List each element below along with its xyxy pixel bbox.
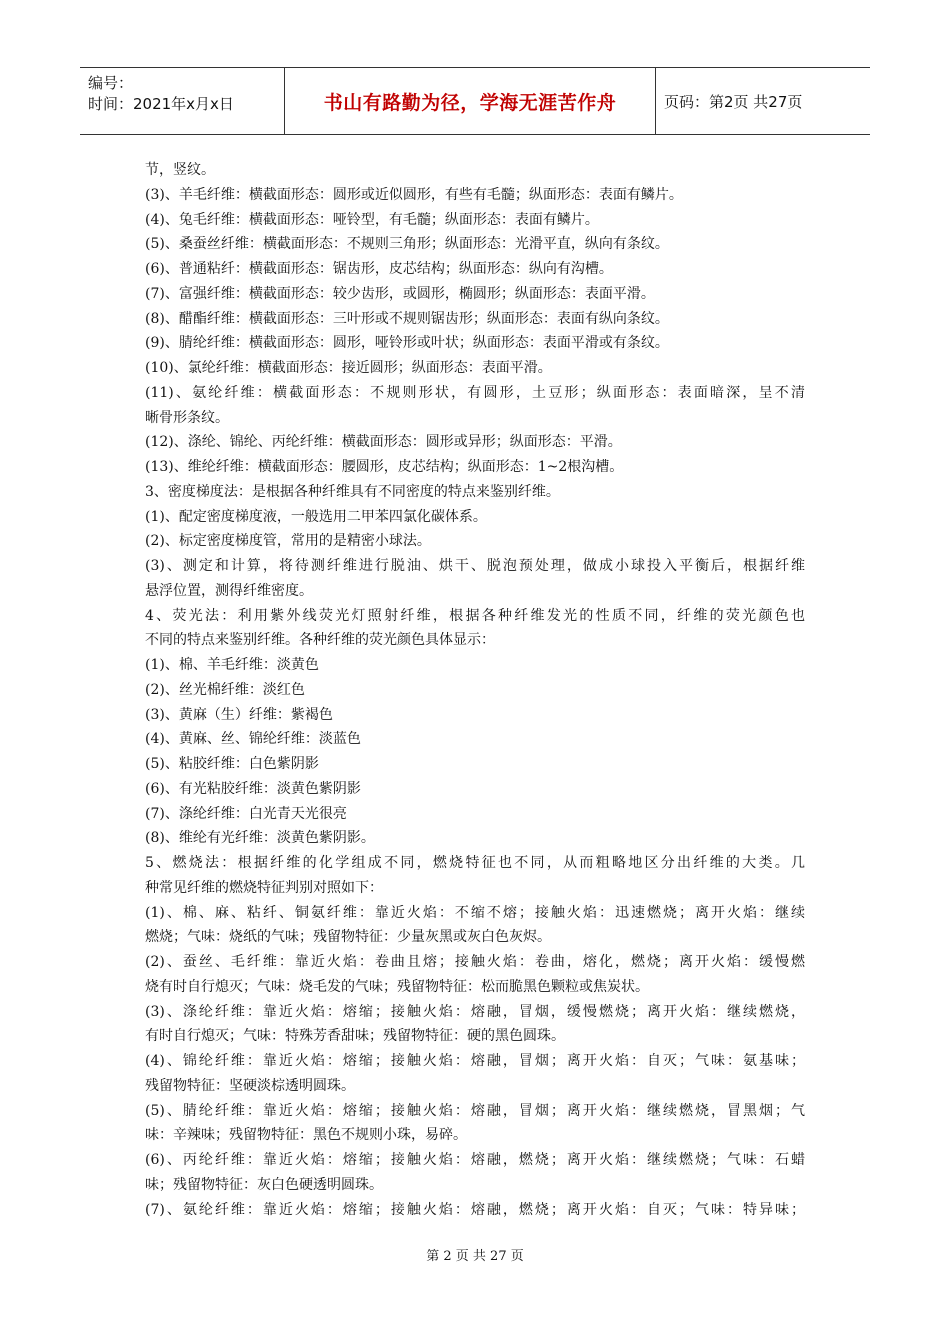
text-line: 4、荧光法：利用紫外线荧光灯照射纤维，根据各种纤维发光的性质不同，纤维的荧光颜色也 [145, 607, 805, 624]
text-line: (1)、棉、麻、粘纤、铜氨纤维：靠近火焰：不缩不熔；接触火焰：迅速燃烧；离开火焰：继续 [145, 904, 805, 921]
text-line: (7)、富强纤维：横截面形态：较少齿形，或圆形，椭圆形；纵面形态：表面平滑。 [145, 285, 655, 302]
text-line: (6)、普通粘纤：横截面形态：锯齿形，皮芯结构；纵面形态：纵向有沟槽。 [145, 261, 613, 277]
text-line: 烧有时自行熄灭；气味：烧毛发的气味；残留物特征：松而脆黑色颗粒或焦炭状。 [145, 978, 649, 995]
text-line: (8)、醋酯纤维：横截面形态：三叶形或不规则锯齿形；纵面形态：表面有纵向条纹。 [145, 310, 669, 327]
text-line: (5)、粘胶纤维：白色紫阴影 [145, 756, 319, 772]
header-motto: 书山有路勤为径，学海无涯苦作舟 [284, 68, 656, 134]
text-line: (10)、氯纶纤维：横截面形态：接近圆形；纵面形态：表面平滑。 [145, 360, 552, 376]
text-line: (1)、棉、羊毛纤维：淡黄色 [145, 657, 319, 673]
text-line: (13)、维纶纤维：横截面形态：腰圆形，皮芯结构；纵面形态：1~2根沟槽。 [145, 459, 624, 475]
text-line: (5)、腈纶纤维：靠近火焰：熔缩；接触火焰：熔融，冒烟；离开火焰：继续燃烧，冒黑烟；气 [145, 1102, 805, 1119]
text-line: 不同的特点来鉴别纤维。各种纤维的荧光颜色具体显示： [145, 632, 495, 649]
text-line: (2)、蚕丝、毛纤维：靠近火焰：卷曲且熔；接触火焰：卷曲，熔化，燃烧；离开火焰：缓慢燃 [145, 954, 805, 970]
text-line: (3)、测定和计算，将待测纤维进行脱油、烘干、脱泡预处理，做成小球投入平衡后，根据纤维 [145, 558, 805, 574]
text-line: (6)、有光粘胶纤维：淡黄色紫阴影 [145, 780, 361, 797]
page-footer: 第 2 页 共 27 页 [426, 1249, 524, 1264]
text-line: (7)、涤纶纤维：白光青天光很亮 [145, 805, 347, 822]
text-line: (8)、维纶有光纤维：淡黄色紫阴影。 [145, 830, 375, 847]
text-line: 有时自行熄灭；气味：特殊芳香甜味；残留物特征：硬的黑色圆珠。 [145, 1028, 565, 1045]
text-line: (7)、氨纶纤维：靠近火焰：熔缩；接触火焰：熔融，燃烧；离开火焰：自灭；气味：特异味； [145, 1201, 805, 1218]
document-date: 时间：2021年x月x日 [88, 95, 234, 113]
header-meta [80, 68, 284, 134]
text-line: 残留物特征：坚硬淡棕透明圆珠。 [145, 1077, 355, 1094]
text-line: 3、密度梯度法：是根据各种纤维具有不同密度的特点来鉴别纤维。 [145, 483, 560, 500]
text-line: (4)、锦纶纤维：靠近火焰：熔缩；接触火焰：熔融，冒烟；离开火焰：自灭；气味：氨基味； [145, 1053, 805, 1069]
text-line: (6)、丙纶纤维：靠近火焰：熔缩；接触火焰：熔融，燃烧；离开火焰：继续燃烧；气味：石蜡 [145, 1152, 805, 1168]
text-line: (3)、羊毛纤维：横截面形态：圆形或近似圆形，有些有毛髓；纵面形态：表面有鳞片。 [145, 186, 683, 203]
header-page-info: 页码：第2页 共27页 [664, 92, 803, 111]
text-line: (3)、涤纶纤维：靠近火焰：熔缩；接触火焰：熔融，冒烟，缓慢燃烧；离开火焰：继续燃烧， [145, 1003, 805, 1020]
text-line: 味；残留物特征：灰白色硬透明圆珠。 [145, 1176, 383, 1193]
text-line: (11)、氨纶纤维：横截面形态：不规则形状，有圆形，土豆形；纵面形态：表面暗深，呈不清 [145, 384, 805, 401]
document-number-label: 编号： [88, 74, 134, 92]
text-line: 晰骨形条纹。 [145, 409, 229, 426]
text-line: 种常见纤维的燃烧特征判别对照如下： [145, 879, 383, 896]
text-line: 悬浮位置，测得纤维密度。 [145, 582, 313, 599]
text-line: (9)、腈纶纤维：横截面形态：圆形，哑铃形或叶状；纵面形态：表面平滑或有条纹。 [145, 335, 669, 352]
text-line: 燃烧；气味：烧纸的气味；残留物特征：少量灰黑或灰白色灰烬。 [145, 929, 551, 946]
text-line: (2)、标定密度梯度管，常用的是精密小球法。 [145, 533, 431, 550]
text-line: (4)、兔毛纤维：横截面形态：哑铃型，有毛髓；纵面形态：表面有鳞片。 [145, 211, 599, 228]
text-line: (5)、桑蚕丝纤维：横截面形态：不规则三角形；纵面形态：光滑平直，纵向有条纹。 [145, 236, 669, 253]
document-body [145, 158, 805, 1222]
text-line: (4)、黄麻、丝、锦纶纤维：淡蓝色 [145, 731, 361, 748]
text-line: 节，竖纹。 [145, 162, 215, 178]
text-line: (2)、丝光棉纤维：淡红色 [145, 681, 305, 698]
text-line: 味：辛辣味；残留物特征：黑色不规则小珠，易碎。 [145, 1127, 467, 1144]
text-line: (12)、涤纶、锦纶、丙纶纤维：横截面形态：圆形或异形；纵面形态：平滑。 [145, 434, 622, 451]
page-header [80, 67, 870, 135]
text-line: (1)、配定密度梯度液，一般选用二甲苯四氯化碳体系。 [145, 508, 487, 525]
text-line: (3)、黄麻（生）纤维：紫褐色 [145, 706, 333, 723]
text-line: 5、燃烧法：根据纤维的化学组成不同，燃烧特征也不同，从而粗略地区分出纤维的大类。几 [145, 855, 805, 871]
